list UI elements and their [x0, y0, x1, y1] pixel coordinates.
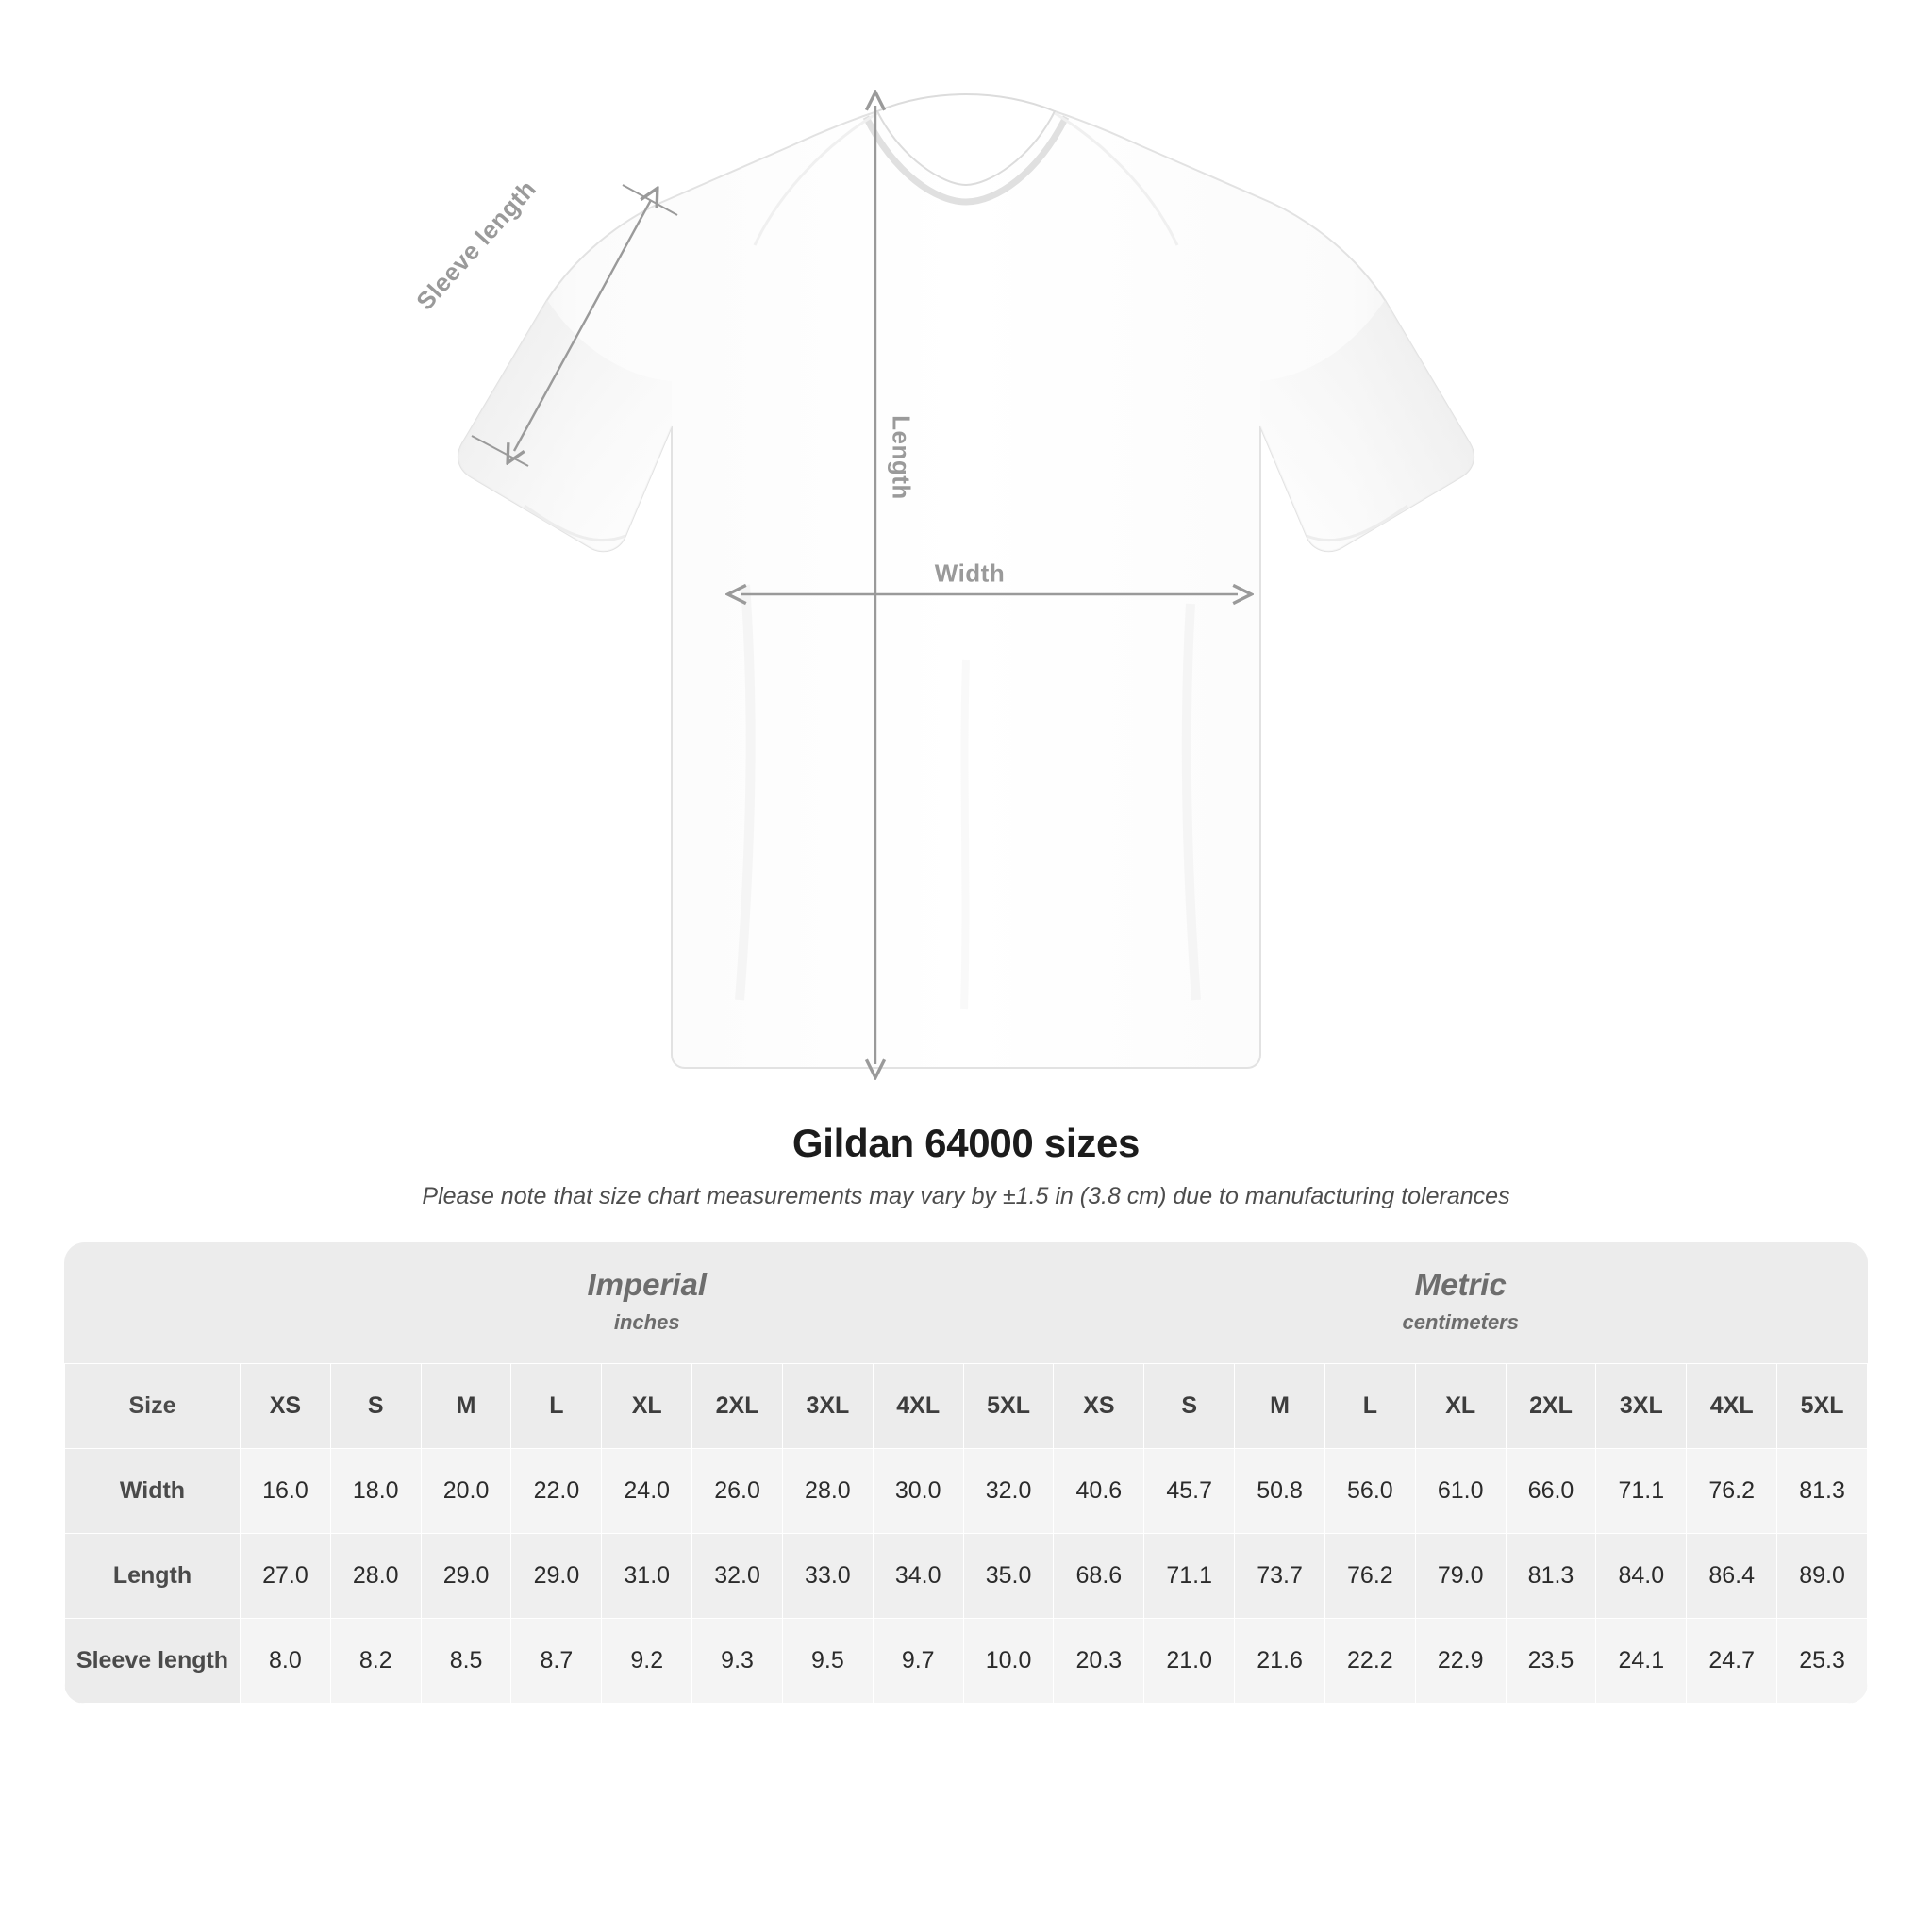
table-row [65, 1449, 1868, 1534]
size-table-container [64, 1242, 1868, 1704]
length-label: Length [887, 415, 916, 500]
measurement-cell: 45.7 [1144, 1449, 1235, 1534]
measurement-cell: 34.0 [873, 1534, 963, 1619]
measurement-cell: 9.2 [602, 1619, 692, 1704]
measurement-cell: 25.3 [1777, 1619, 1868, 1704]
measurement-cell: 71.1 [1144, 1534, 1235, 1619]
measurement-cell: 18.0 [330, 1449, 421, 1534]
measurement-cell: 56.0 [1324, 1449, 1415, 1534]
size-column-header: 4XL [1687, 1364, 1777, 1449]
measurement-cell: 35.0 [963, 1534, 1054, 1619]
measurement-cell: 10.0 [963, 1619, 1054, 1704]
measurement-cell: 8.7 [511, 1619, 602, 1704]
measurement-cell: 61.0 [1415, 1449, 1506, 1534]
width-label: Width [934, 558, 1006, 588]
size-column-header: 2XL [1506, 1364, 1596, 1449]
unit-sub-imperial: inches [613, 1310, 680, 1334]
measurement-cell: 30.0 [873, 1449, 963, 1534]
measurement-cell: 81.3 [1506, 1534, 1596, 1619]
size-column-header: 4XL [873, 1364, 963, 1449]
measurement-cell: 27.0 [241, 1534, 331, 1619]
measurement-cell: 8.5 [421, 1619, 511, 1704]
measurement-row-header: Length [65, 1534, 241, 1619]
measurement-cell: 9.5 [782, 1619, 873, 1704]
measurement-cell: 26.0 [692, 1449, 783, 1534]
size-column-header: XL [1415, 1364, 1506, 1449]
measurement-cell: 9.3 [692, 1619, 783, 1704]
measurement-cell: 8.0 [241, 1619, 331, 1704]
size-column-header: 5XL [963, 1364, 1054, 1449]
unit-name-metric: Metric [1414, 1267, 1507, 1302]
measurement-cell: 20.0 [421, 1449, 511, 1534]
measurement-cell: 28.0 [330, 1534, 421, 1619]
measurement-cell: 24.0 [602, 1449, 692, 1534]
table-row [65, 1534, 1868, 1619]
size-column-header: 5XL [1777, 1364, 1868, 1449]
size-column-header: M [421, 1364, 511, 1449]
measurement-cell: 76.2 [1687, 1449, 1777, 1534]
corner-cell [65, 1242, 241, 1364]
measurement-cell: 22.0 [511, 1449, 602, 1534]
table-row [65, 1619, 1868, 1704]
size-column-header: 3XL [1596, 1364, 1687, 1449]
size-column-header: XS [241, 1364, 331, 1449]
size-row-header: Size [65, 1364, 241, 1449]
measurement-cell: 8.2 [330, 1619, 421, 1704]
measurement-cell: 21.0 [1144, 1619, 1235, 1704]
measurement-cell: 21.6 [1235, 1619, 1325, 1704]
measurement-cell: 33.0 [782, 1534, 873, 1619]
measurement-cell: 24.1 [1596, 1619, 1687, 1704]
size-column-header: XS [1054, 1364, 1144, 1449]
measurement-cell: 22.9 [1415, 1619, 1506, 1704]
measurement-cell: 68.6 [1054, 1534, 1144, 1619]
unit-group-imperial [241, 1242, 1054, 1364]
measurement-cell: 9.7 [873, 1619, 963, 1704]
measurement-cell: 50.8 [1235, 1449, 1325, 1534]
measurement-cell: 81.3 [1777, 1449, 1868, 1534]
measurement-cell: 89.0 [1777, 1534, 1868, 1619]
size-column-header: M [1235, 1364, 1325, 1449]
measurement-cell: 73.7 [1235, 1534, 1325, 1619]
measurement-cell: 28.0 [782, 1449, 873, 1534]
measurement-row-header: Width [65, 1449, 241, 1534]
size-header-row [65, 1364, 1868, 1449]
size-column-header: 2XL [692, 1364, 783, 1449]
measurement-cell: 40.6 [1054, 1449, 1144, 1534]
size-table-body [65, 1449, 1868, 1704]
measurement-cell: 20.3 [1054, 1619, 1144, 1704]
measurement-cell: 32.0 [963, 1449, 1054, 1534]
unit-group-row [65, 1242, 1868, 1364]
measurement-cell: 66.0 [1506, 1449, 1596, 1534]
measurement-row-header: Sleeve length [65, 1619, 241, 1704]
size-column-header: L [1324, 1364, 1415, 1449]
measurement-cell: 23.5 [1506, 1619, 1596, 1704]
measurement-cell: 29.0 [511, 1534, 602, 1619]
unit-name-imperial: Imperial [587, 1267, 707, 1302]
page-title: Gildan 64000 sizes [791, 1121, 1141, 1165]
measurement-cell: 71.1 [1596, 1449, 1687, 1534]
measurement-cell: 24.7 [1687, 1619, 1777, 1704]
measurement-cell: 31.0 [602, 1534, 692, 1619]
measurement-cell: 86.4 [1687, 1534, 1777, 1619]
measurement-cell: 16.0 [241, 1449, 331, 1534]
measurement-cell: 29.0 [421, 1534, 511, 1619]
measurement-cell: 84.0 [1596, 1534, 1687, 1619]
measurement-cell: 32.0 [692, 1534, 783, 1619]
size-column-header: S [1144, 1364, 1235, 1449]
size-column-header: S [330, 1364, 421, 1449]
size-table [64, 1242, 1868, 1704]
measurement-cell: 79.0 [1415, 1534, 1506, 1619]
size-column-header: 3XL [782, 1364, 873, 1449]
size-column-header: XL [602, 1364, 692, 1449]
unit-sub-metric: centimeters [1402, 1310, 1519, 1334]
unit-group-metric [1054, 1242, 1868, 1364]
measurement-cell: 22.2 [1324, 1619, 1415, 1704]
title-block [0, 1121, 1932, 1210]
sleeve-length-label: Sleeve length [410, 174, 542, 316]
measurement-cell: 76.2 [1324, 1534, 1415, 1619]
size-column-header: L [511, 1364, 602, 1449]
tolerance-note: Please note that size chart measurements may vary by ±1.5 in (3.8 cm) due to manufacturing tolerances [422, 1183, 1510, 1209]
